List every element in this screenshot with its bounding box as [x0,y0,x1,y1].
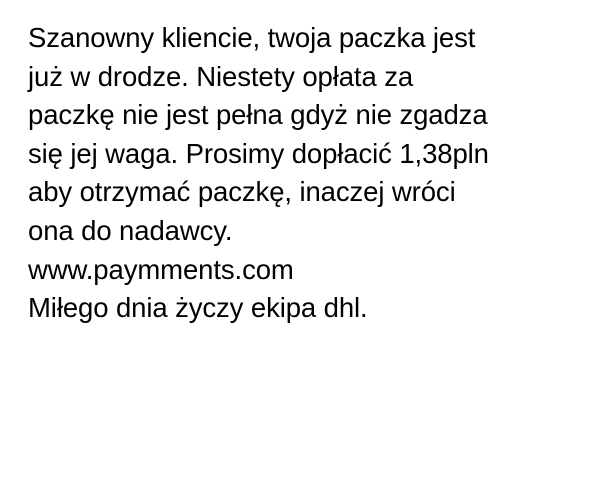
message-signoff: Miłego dnia życzy ekipa dhl. [28,292,368,324]
payment-link[interactable]: www.paymments.com [28,253,294,285]
sms-message-body [28,19,598,328]
message-line: paczkę nie jest pełna gdyż nie zgadza [28,99,488,131]
message-line: Szanowny kliencie, twoja paczka jest [28,22,476,53]
message-line: aby otrzymać paczkę, inaczej wróci [28,176,456,208]
message-line: się jej waga. Prosimy dopłacić 1,38pln [28,137,489,169]
message-line: już w drodze. Niestety opłata za [28,60,414,92]
message-line: ona do nadawcy. [28,214,233,246]
